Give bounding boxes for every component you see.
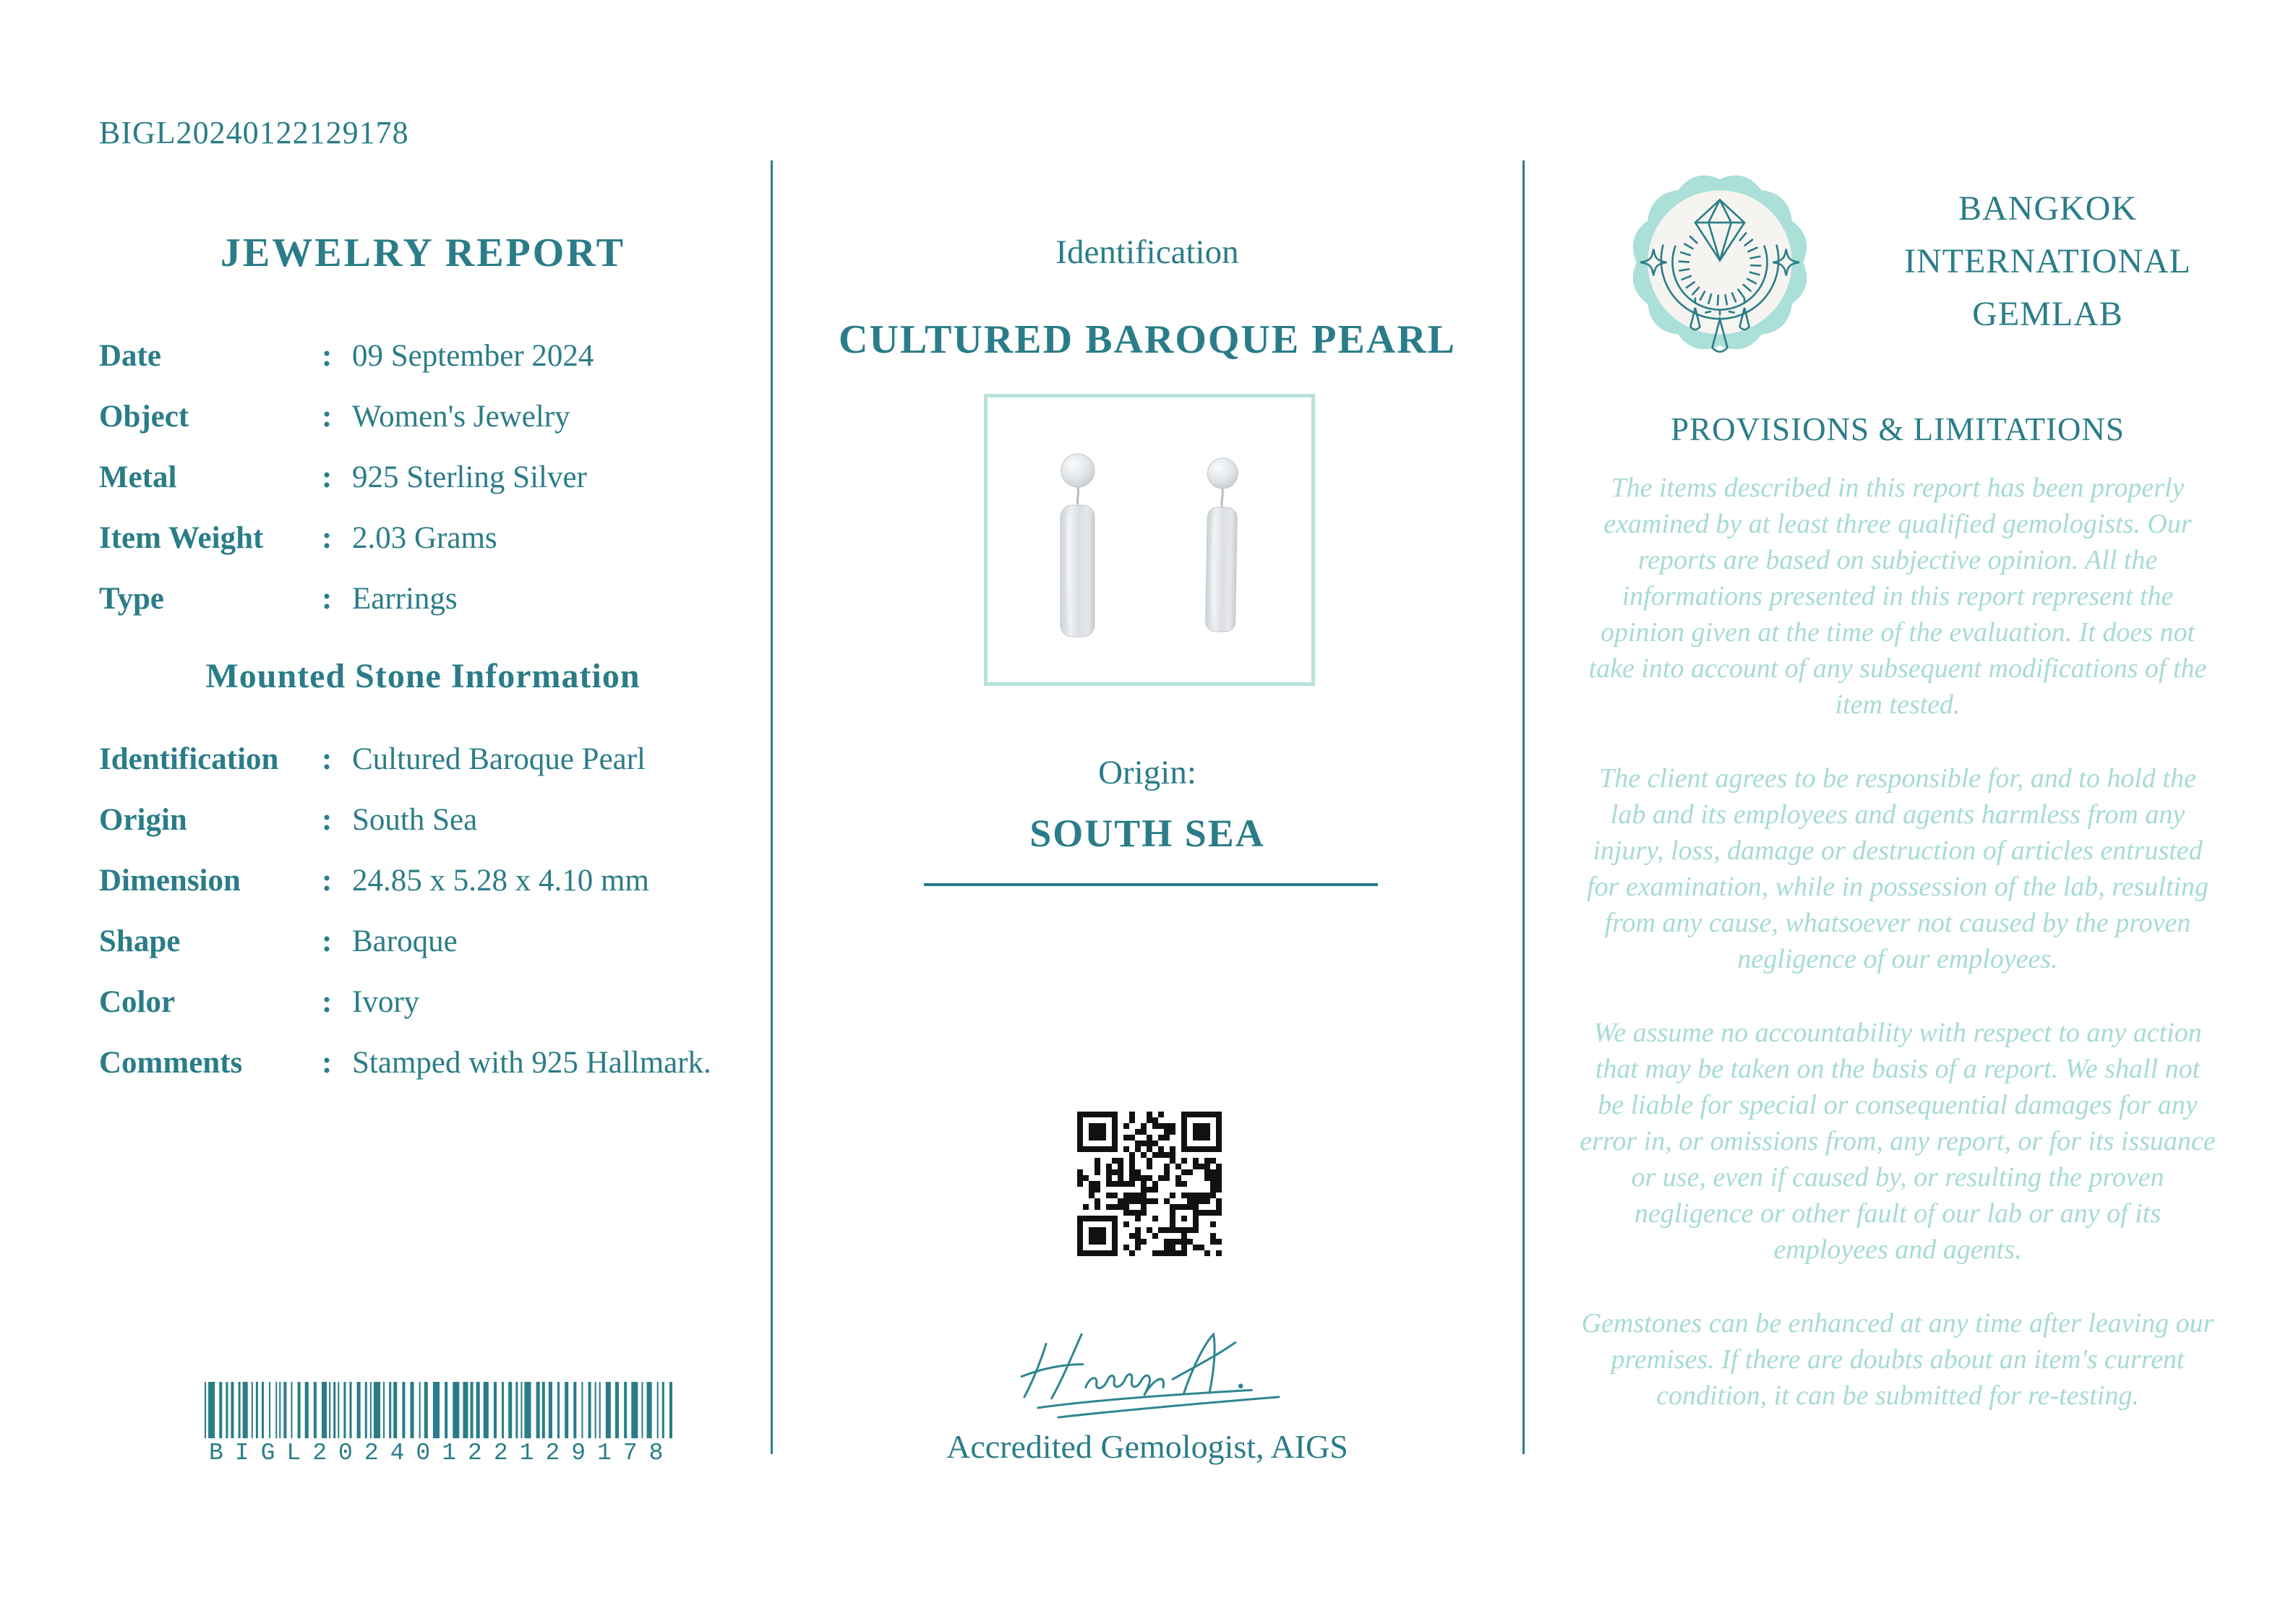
field-colon: :	[322, 521, 333, 555]
earring-left	[1061, 454, 1095, 637]
column-divider-left	[771, 160, 773, 1454]
lab-name	[1836, 182, 2259, 340]
lab-name-line: INTERNATIONAL	[1904, 242, 2191, 280]
column-divider-right	[1522, 160, 1525, 1454]
field-colon: :	[322, 924, 333, 958]
table-row	[99, 400, 753, 434]
field-colon: :	[322, 985, 333, 1019]
provisions-title: PROVISIONS & LIMITATIONS	[1671, 411, 2125, 447]
field-value: 2.03 Grams	[352, 521, 497, 555]
barcode-text: BIGL20240122129178	[209, 1440, 675, 1466]
provisions-paragraphs	[1580, 470, 2216, 1451]
field-value: Baroque	[352, 924, 458, 958]
report-number: BIGL20240122129178	[99, 115, 409, 150]
field-value: Ivory	[352, 985, 420, 1019]
field-colon: :	[322, 400, 333, 434]
provision-paragraph: We assume no accountability with respect to any action that may be taken on the basis of a report. We shall not be liable for special or consequential damages for any error in, or omissions from, any report, or for its issuance or use, even if caused by, or resulting the proven negligence or other fault of our lab or any of its employees and agents.	[1580, 1018, 2216, 1265]
field-label: Date	[99, 339, 161, 373]
report-title: JEWELRY REPORT	[220, 231, 626, 275]
field-label: Identification	[99, 742, 279, 776]
origin-heading: Origin:	[1098, 754, 1196, 791]
field-colon: :	[322, 582, 333, 616]
table-row	[99, 804, 753, 837]
field-label: Origin	[99, 803, 187, 837]
origin-underline	[924, 883, 1378, 886]
field-value: Cultured Baroque Pearl	[352, 742, 646, 776]
gemlab-logo	[1625, 168, 1815, 357]
field-value: 925 Sterling Silver	[352, 460, 587, 494]
field-colon: :	[322, 339, 333, 373]
stone-section-title: Mounted Stone Information	[205, 657, 641, 695]
stone-details-table	[99, 743, 753, 1107]
field-label: Type	[99, 582, 164, 616]
table-row	[99, 986, 753, 1019]
provision-paragraph: Gemstones can be enhanced at any time after leaving our premises. If there are doubts about an item's current condition, it can be submitted for re-testing.	[1581, 1308, 2214, 1411]
earring-right	[1204, 458, 1238, 632]
jewelry-photo-frame	[984, 394, 1315, 686]
field-label: Metal	[99, 460, 177, 494]
table-row	[99, 461, 753, 494]
field-colon: :	[322, 803, 333, 837]
field-label: Object	[99, 400, 189, 434]
provision-paragraph: The client agrees to be responsible for, and to hold the lab and its employees and agents harmless from any injury, loss, damage or destruction of articles entrusted for examination, while in possession of the lab, resulting from any cause, whatsoever not caused by the proven negligence of our employees.	[1587, 763, 2209, 974]
origin-value: SOUTH SEA	[1029, 812, 1265, 855]
provision-paragraph: The items described in this report has been properly examined by at least three qualified gemologists. Our reports are based on subjective opinion. All the informations presented in this report represent the opinion given at the time of the evaluation. It does not take into account of any subsequent modifications of the item tested.	[1588, 473, 2207, 720]
field-value: South Sea	[352, 803, 478, 837]
field-colon: :	[322, 1046, 333, 1080]
gemologist-credential: Accredited Gemologist, AIGS	[946, 1428, 1348, 1465]
field-value: 09 September 2024	[352, 339, 594, 373]
field-value: Earrings	[352, 582, 458, 616]
field-label: Comments	[99, 1046, 243, 1080]
field-label: Item Weight	[99, 521, 264, 555]
barcode-bars	[205, 1382, 673, 1438]
table-row	[99, 743, 753, 776]
field-colon: :	[322, 742, 333, 776]
lab-name-line: GEMLAB	[1972, 295, 2123, 333]
identification-value: CULTURED BAROQUE PEARL	[838, 317, 1457, 362]
qr-code	[1077, 1112, 1222, 1256]
field-label: Shape	[99, 924, 181, 958]
field-label: Color	[99, 985, 176, 1019]
earrings-photo	[991, 401, 1308, 679]
field-colon: :	[322, 460, 333, 494]
identification-heading: Identification	[1055, 233, 1239, 271]
table-row	[99, 864, 753, 898]
table-row	[99, 583, 753, 616]
lab-name-line: BANGKOK	[1958, 189, 2137, 228]
table-row	[99, 340, 753, 373]
table-row	[99, 1047, 753, 1080]
item-details-table	[99, 340, 753, 643]
table-row	[99, 925, 753, 958]
field-colon: :	[322, 864, 333, 898]
field-label: Dimension	[99, 864, 241, 898]
field-value: Stamped with 925 Hallmark.	[352, 1046, 711, 1080]
barcode	[205, 1382, 673, 1466]
table-row	[99, 522, 753, 555]
signature	[992, 1314, 1310, 1430]
field-value: 24.85 x 5.28 x 4.10 mm	[352, 864, 649, 898]
field-value: Women's Jewelry	[352, 400, 570, 434]
